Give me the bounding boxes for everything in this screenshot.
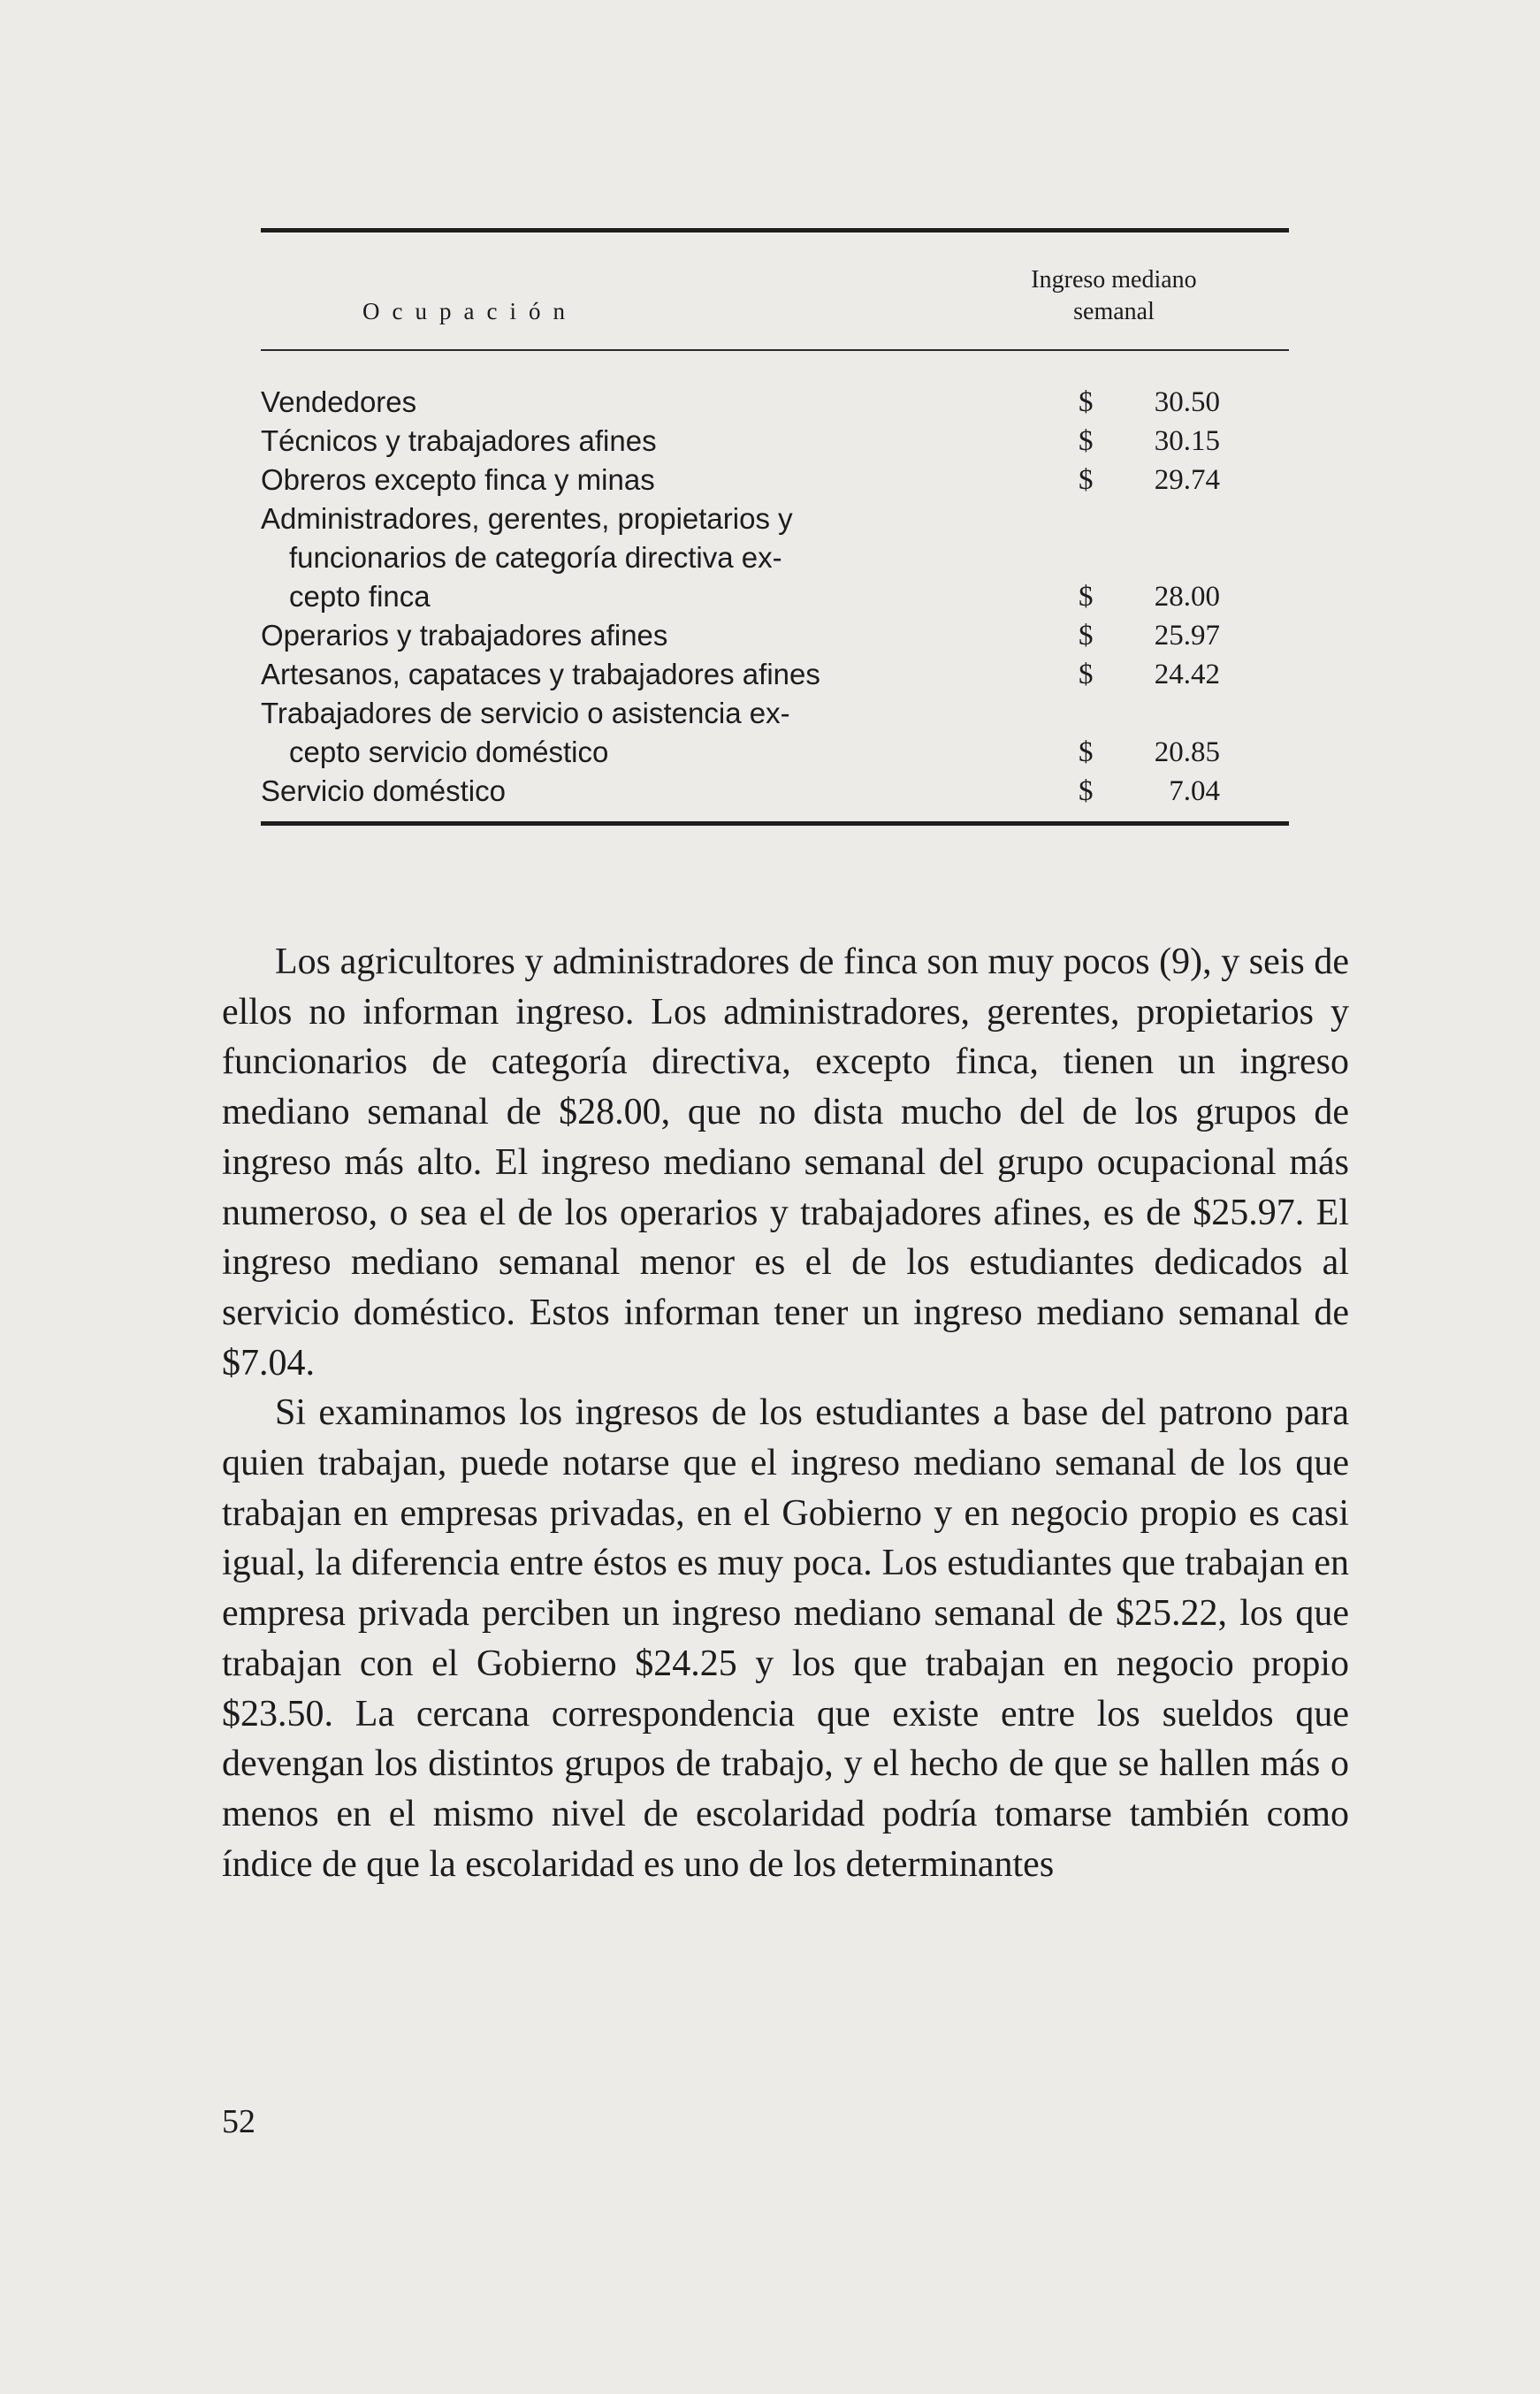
income-table (261, 228, 1289, 826)
currency-symbol: $ (1079, 386, 1094, 418)
table-body (261, 351, 1289, 821)
income-amount: 29.74 (1154, 464, 1220, 496)
currency-symbol: $ (1079, 425, 1094, 457)
income-column-header (990, 264, 1238, 328)
table-row (261, 616, 1289, 655)
table-bottom-rule (261, 821, 1289, 826)
occupation-label-line: Artesanos, capataces y trabajadores afines (261, 658, 820, 690)
income-amount: 30.50 (1154, 386, 1220, 418)
occupation-label-line: Trabajadores de servicio o asistencia ex- (261, 697, 790, 729)
occupation-label-line: Administradores, gerentes, propietarios y (261, 502, 793, 535)
occupation-label-line: Servicio doméstico (261, 774, 506, 807)
currency-symbol: $ (1079, 620, 1094, 652)
occupation-label (261, 499, 1003, 616)
page-number: 52 (222, 2103, 255, 2140)
table-row (261, 694, 1289, 772)
occupation-label (261, 694, 1003, 772)
currency-symbol: $ (1079, 775, 1094, 807)
occupation-label (261, 616, 1003, 655)
occupation-column-header: Ocupación (362, 298, 577, 324)
occupation-label (261, 422, 1003, 461)
occupation-label-line: funcionarios de categoría directiva ex- (289, 541, 782, 574)
income-amount: 30.15 (1154, 425, 1220, 457)
income-amount: 20.85 (1154, 736, 1220, 768)
table-row (261, 655, 1289, 694)
paragraph: Si examinamos los ingresos de los estudiantes a base del patrono para quien trabajan, puede notarse que el ingreso mediano semanal de los que trabajan en empresas privadas, en el Gobierno y en negocio propio es casi igual, la diferencia entre éstos es muy poca. Los estudiantes que trabajan en empresa privada perciben un ingreso mediano semanal de $25.22, los que trabajan con el Gobierno $24.25 y los que trabajan en negocio propio $23.50. La cercana correspondencia que existe entre los sueldos que devengan los distintos grupos de trabajo, y el hecho de que se hallen más o menos en el mismo nivel de escolaridad podría tomarse también como índice de que la escolaridad es uno de los determinantes (222, 1392, 1349, 1885)
paragraph: Los agricultores y administradores de finca son muy pocos (9), y seis de ellos no informan ingreso. Los administradores, gerentes, propietarios y funcionarios de categoría directiva, excepto finca, tienen un ingreso mediano semanal de $28.00, que no dista mucho del de los grupos de ingreso más alto. El ingreso mediano semanal del grupo ocupacional más numeroso, o sea el de los operarios y trabajadores afines, es de $25.97. El ingreso mediano semanal menor es el de los estudiantes dedicados al servicio doméstico. Estos informan tener un ingreso mediano semanal de $7.04. (222, 942, 1349, 1384)
occupation-label-line: cepto servicio doméstico (289, 736, 609, 768)
currency-symbol: $ (1079, 736, 1094, 768)
income-amount: 24.42 (1154, 659, 1220, 690)
occupation-label (261, 772, 1003, 811)
table-row (261, 422, 1289, 461)
occupation-label (261, 383, 1003, 422)
table-row (261, 499, 1289, 616)
occupation-label-line: Vendedores (261, 385, 417, 418)
income-amount: 28.00 (1154, 581, 1220, 613)
currency-symbol: $ (1079, 464, 1094, 496)
occupation-label-line: cepto finca (289, 580, 431, 613)
currency-symbol: $ (1079, 581, 1094, 613)
table-row (261, 461, 1289, 499)
income-amount: 25.97 (1154, 620, 1220, 652)
occupation-label-line: Operarios y trabajadores afines (261, 619, 668, 652)
income-header-line2: semanal (1073, 298, 1155, 325)
income-header-line1: Ingreso mediano (1031, 266, 1197, 294)
occupation-label (261, 655, 1003, 694)
occupation-label (261, 461, 1003, 499)
occupation-label-line: Obreros excepto finca y minas (261, 463, 655, 496)
table-row (261, 383, 1289, 422)
income-amount: 7.04 (1169, 775, 1220, 807)
table-row (261, 772, 1289, 811)
currency-symbol: $ (1079, 659, 1094, 690)
body-text (222, 937, 1349, 1889)
occupation-label-line: Técnicos y trabajadores afines (261, 424, 657, 457)
table-header (261, 233, 1289, 349)
